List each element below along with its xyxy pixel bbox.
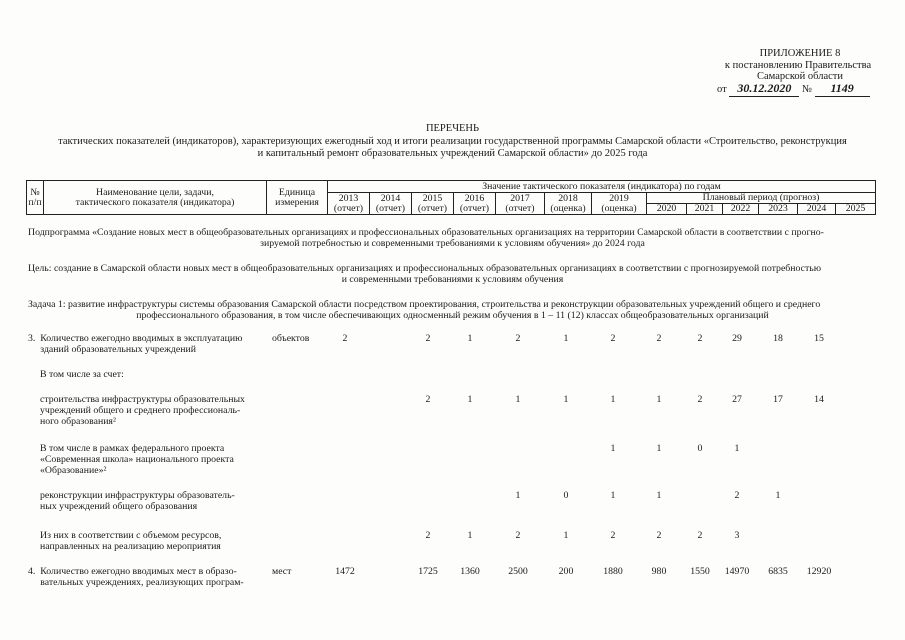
appendix-date: 30.12.2020 <box>729 81 799 97</box>
row-1-value-1: 2 <box>342 333 348 344</box>
row-7-value-1: 1472 <box>335 566 355 577</box>
row-1-value-12: 15 <box>814 333 824 344</box>
header-year-2016: 2016 (отчет) <box>454 193 496 215</box>
appendix-line2: Самарской области <box>757 71 843 82</box>
row-3-value-7: 1 <box>610 394 616 405</box>
row-3-value-4: 1 <box>467 394 473 405</box>
row-6-name-line-1: Из них в соответствии с объемом ресурсов, <box>40 530 222 541</box>
appendix-no: № <box>801 84 812 95</box>
subprogram-line2: зируемой потребностью и современными требованиями к условиям обучения» до 2024 года <box>260 238 645 249</box>
header-name-line2: тактического показателя (индикатора) <box>75 196 235 208</box>
row-6-name-line-2: направленных на реализацию мероприятия <box>40 541 221 552</box>
header-year-2019: 2019 (оценка) <box>592 193 647 215</box>
header-unit-line2: измерения <box>275 196 319 208</box>
row-5-name-line-1: реконструкции инфраструктуры образователь- <box>40 490 235 501</box>
row-5-value-8: 1 <box>656 490 662 501</box>
header-year-2017: 2017 (отчет) <box>496 193 545 215</box>
row-1-value-9: 2 <box>697 333 703 344</box>
list-subtitle-line1: тактических показателей (индикаторов), характеризующих ежегодный ход и итоги реализации государственной программы Самарской области «Строительство, реконструкция <box>58 136 847 147</box>
indicator-table-header <box>26 180 876 215</box>
header-plan-2025: 2025 <box>836 204 876 215</box>
header-unit-cell <box>267 181 328 215</box>
row-3-value-3: 2 <box>425 394 431 405</box>
row-7-value-3: 1725 <box>418 566 438 577</box>
header-pp: п/п <box>28 196 42 208</box>
row-1-name-line-2: зданий образовательных учреждений <box>28 344 196 355</box>
row-3-value-12: 14 <box>814 394 824 405</box>
appendix-from: от <box>717 84 727 95</box>
appendix-date-line <box>717 81 870 97</box>
appendix-number: 1149 <box>815 81 870 97</box>
row-6-value-5: 2 <box>515 530 521 541</box>
row-3-value-8: 1 <box>656 394 662 405</box>
row-6-value-8: 2 <box>656 530 662 541</box>
row-3-value-6: 1 <box>563 394 569 405</box>
row-7-value-11: 6835 <box>768 566 788 577</box>
row-1-value-8: 2 <box>656 333 662 344</box>
row-3-name-line-2: учреждений общего и среднего профессиональ- <box>40 405 241 416</box>
row-1-value-6: 1 <box>563 333 569 344</box>
header-year-2015: 2015 (отчет) <box>412 193 454 215</box>
row-7-name-line-1: 4. Количество ежегодно вводимых мест в образо- <box>28 566 237 577</box>
row-1-unit: объектов <box>272 333 310 344</box>
row-5-value-6: 0 <box>563 490 569 501</box>
header-year-2014: 2014 (отчет) <box>370 193 412 215</box>
header-plan-2022: 2022 <box>723 204 759 215</box>
row-1-value-3: 2 <box>425 333 431 344</box>
header-plan-2020: 2020 <box>647 204 687 215</box>
row-5-value-7: 1 <box>610 490 616 501</box>
row-1-value-7: 2 <box>610 333 616 344</box>
row-7-value-9: 1550 <box>690 566 710 577</box>
row-7-unit: мест <box>272 566 292 577</box>
row-3-value-5: 1 <box>515 394 521 405</box>
row-4-value-7: 1 <box>610 443 616 454</box>
header-unit-line1: Единица <box>278 186 316 198</box>
row-3-name-line-1: строительства инфраструктуры образовательных <box>40 394 245 405</box>
header-plan-2024: 2024 <box>798 204 836 215</box>
row-6-value-9: 2 <box>697 530 703 541</box>
row-3-name-line-3: ного образования² <box>40 416 116 427</box>
row-1-value-4: 1 <box>467 333 473 344</box>
goal-line1: Цель: создание в Самарской области новых мест в общеобразовательных организациях и профессиональных образовательных организациях в соответствии с прогнозируемой потребностью <box>28 263 822 274</box>
header-plan-2021: 2021 <box>687 204 723 215</box>
row-7-value-6: 200 <box>558 566 574 577</box>
row-6-value-10: 3 <box>734 530 740 541</box>
row-6-value-3: 2 <box>425 530 431 541</box>
row-4-value-10: 1 <box>734 443 740 454</box>
row-5-name-line-2: ных учреждений общего образования <box>40 501 198 512</box>
header-year-2018: 2018 (оценка) <box>545 193 592 215</box>
row-6-value-6: 1 <box>563 530 569 541</box>
row-7-name-line-2: вательных учреждениях, реализующих програм- <box>28 577 244 588</box>
row-7-value-12: 12920 <box>806 566 832 577</box>
header-plan-2023: 2023 <box>759 204 798 215</box>
subprogram-line1: Подпрограмма «Создание новых мест в общеобразовательных организациях и профессиональных образовательных организациях на территории Самарской области в соответствии с прогно- <box>28 227 824 238</box>
list-title: ПЕРЕЧЕНЬ <box>425 123 480 134</box>
row-6-value-7: 2 <box>610 530 616 541</box>
header-group: Значение тактического показателя (индикатора) по годам <box>328 181 876 193</box>
header-number-cell <box>27 181 44 215</box>
row-1-value-10: 29 <box>732 333 742 344</box>
row-4-name-line-1: В том числе в рамках федерального проекта <box>40 443 225 454</box>
task-line2: профессионального образования, в том числе обеспечивающих односменный режим обучения в 1 – 11 (12) классах общеобразовательных организаций <box>136 310 769 321</box>
row-3-value-10: 27 <box>732 394 742 405</box>
header-name-line1: Наименование цели, задачи, <box>96 186 214 198</box>
list-subtitle-line2: и капитальный ремонт образовательных учреждений Самарской области» до 2025 года <box>257 148 648 159</box>
row-4-value-8: 1 <box>656 443 662 454</box>
row-4-name-line-3: «Образование»² <box>40 465 107 476</box>
row-2-name-line-1: В том числе за счет: <box>40 369 124 380</box>
row-3-value-9: 2 <box>697 394 703 405</box>
header-year-2013: 2013 (отчет) <box>328 193 370 215</box>
row-5-value-11: 1 <box>775 490 781 501</box>
row-7-value-10: 14970 <box>724 566 750 577</box>
row-5-value-5: 1 <box>515 490 521 501</box>
row-7-value-5: 2500 <box>508 566 528 577</box>
row-7-value-4: 1360 <box>460 566 480 577</box>
appendix-line1: к постановлению Правительства <box>724 60 872 71</box>
row-7-value-7: 1880 <box>603 566 623 577</box>
row-7-value-8: 980 <box>651 566 667 577</box>
header-name-cell <box>44 181 267 215</box>
row-4-name-line-2: «Современная школа» национального проекта <box>40 454 234 465</box>
row-4-value-9: 0 <box>697 443 703 454</box>
task-line1: Задача 1: развитие инфраструктуры системы образования Самарской области посредством проектирования, строительства и реконструкции образовательных учреждений общего и среднего <box>28 299 821 310</box>
row-1-value-5: 2 <box>515 333 521 344</box>
header-number: № <box>30 186 40 198</box>
row-1-name-line-1: 3. Количество ежегодно вводимых в эксплуатацию <box>28 333 243 344</box>
appendix-title: ПРИЛОЖЕНИЕ 8 <box>759 48 841 59</box>
row-3-value-11: 17 <box>773 394 783 405</box>
header-plan-period: Плановый период (прогноз) <box>647 193 876 204</box>
row-1-value-11: 18 <box>773 333 783 344</box>
goal-line2: и современными требованиями к условиям обучения <box>341 274 564 285</box>
row-6-value-4: 1 <box>467 530 473 541</box>
row-5-value-10: 2 <box>734 490 740 501</box>
